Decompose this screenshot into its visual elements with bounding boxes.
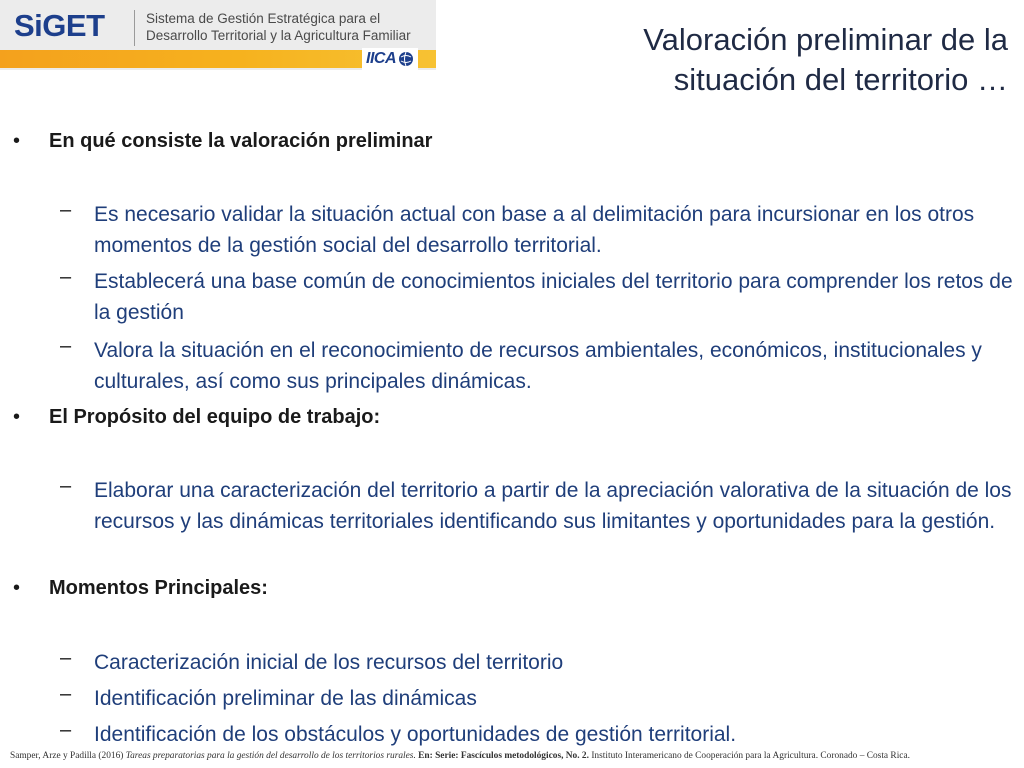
globe-icon: [398, 51, 414, 67]
footer-publisher: Instituto Interamericano de Cooperación para la Agricultura. Coronado – Costa Rica.: [591, 751, 910, 761]
dash-mark: –: [60, 683, 72, 705]
footer-series: En: Serie: Fascículos metodológicos, No. 2.: [418, 751, 589, 761]
iica-logo: [362, 48, 418, 70]
section-heading-text: En qué consiste la valoración preliminar: [49, 130, 433, 152]
dash-mark: –: [60, 475, 72, 497]
dash-mark: –: [60, 266, 72, 288]
list-item-text: Identificación de los obstáculos y oportunidades de gestión territorial.: [94, 723, 737, 746]
list-item-text: Identificación preliminar de las dinámicas: [94, 687, 477, 710]
list-item-text: Establecerá una base común de conocimientos iniciales del territorio para comprender los retos de la gestión: [94, 270, 1013, 324]
banner-line-2: Desarrollo Territorial y la Agricultura Familiar: [146, 28, 411, 43]
footer-authors: Samper, Arze y Padilla (2016): [10, 751, 124, 761]
section-heading-text: Momentos Principales:: [49, 577, 268, 599]
footer-work-title: Tareas preparatorias para la gestión del desarrollo de los territorios rurales.: [125, 751, 416, 761]
bullet-mark: •: [13, 406, 21, 428]
slide-title-line-2: situación del territorio …: [673, 62, 1008, 97]
list-item-text: Caracterización inicial de los recursos del territorio: [94, 651, 564, 674]
banner-line-1: Sistema de Gestión Estratégica para el: [146, 11, 381, 26]
section-heading-text: El Propósito del equipo de trabajo:: [49, 406, 381, 428]
banner-subtitle: [146, 10, 411, 44]
list-item-text: Elaborar una caracterización del territorio a partir de la apreciación valorativa de la situación de los recursos y las dinámicas territoriales identificando sus limitantes y oportunidades para la gestión.: [94, 479, 1012, 533]
iica-logo-text: IICA: [366, 50, 396, 67]
list-item-text: Es necesario validar la situación actual con base a al delimitación para incursionar en los otros momentos de la gestión social del desarrollo territorial.: [94, 203, 975, 257]
slide-title: [448, 20, 1008, 100]
list-item-text: Valora la situación en el reconocimiento de recursos ambientales, económicos, institucionales y culturales, así como sus principales dinámicas.: [94, 339, 982, 393]
footer-citation: [10, 751, 1014, 761]
dash-mark: –: [60, 199, 72, 221]
slide-title-line-1: Valoración preliminar de la: [643, 22, 1008, 57]
bullet-mark: •: [13, 130, 21, 152]
siget-logo: SiGET: [14, 8, 105, 43]
header-banner: [0, 0, 436, 70]
bullet-mark: •: [13, 577, 21, 599]
dash-mark: –: [60, 647, 72, 669]
dash-mark: –: [60, 719, 72, 741]
banner-divider: [134, 10, 135, 46]
dash-mark: –: [60, 335, 72, 357]
